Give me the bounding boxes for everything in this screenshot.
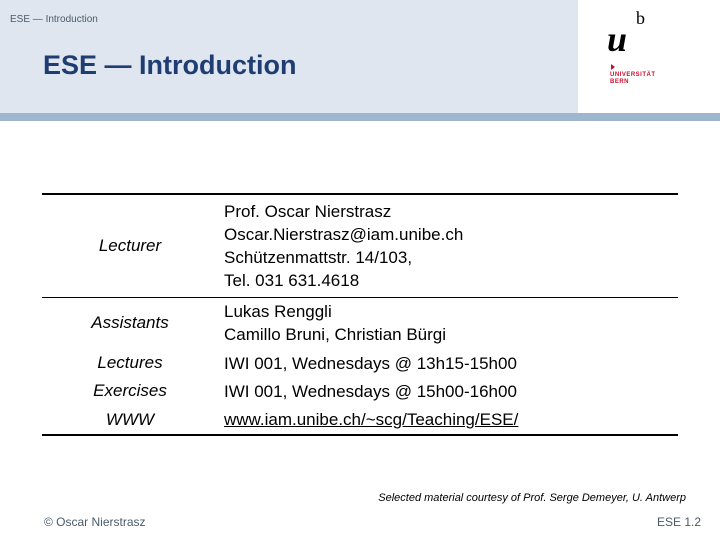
- table-row-lecturer: [42, 194, 678, 297]
- running-title: ESE — Introduction: [10, 14, 98, 25]
- lecturer-line: Prof. Oscar Nierstrasz: [224, 201, 392, 221]
- lectures-value: IWI 001, Wednesdays @ 13h15-15h00: [224, 353, 517, 373]
- course-info-table: [42, 193, 678, 436]
- lecturer-line: Schützenmattstr. 14/103,: [224, 247, 413, 267]
- www-label: WWW: [105, 409, 155, 429]
- assistants-line: Lukas Renggli: [224, 302, 332, 322]
- lecturer-line: Tel. 031 631.4618: [224, 270, 360, 290]
- page-title: ESE — Introduction: [43, 50, 297, 80]
- exercises-label: Exercises: [93, 381, 167, 400]
- lecturer-value: [218, 194, 678, 297]
- table-row-www: [42, 405, 678, 435]
- exercises-value: IWI 001, Wednesdays @ 15h00-16h00: [224, 381, 517, 401]
- logo-text: [610, 72, 656, 86]
- table-row-exercises: [42, 377, 678, 405]
- assistants-line: Camillo Bruni, Christian Bürgi: [224, 325, 447, 345]
- table-row-assistants: [42, 297, 678, 349]
- table-row-lectures: [42, 349, 678, 377]
- slide-number: ESE 1.2: [656, 515, 701, 529]
- courtesy-note: Selected material courtesy of Prof. Serge Demeyer, U. Antwerp: [378, 492, 686, 504]
- copyright: © Oscar Nierstrasz: [44, 515, 146, 529]
- logo-u: u: [607, 19, 628, 59]
- university-logo: [605, 8, 675, 98]
- lecturer-line: Oscar.Nierstrasz@iam.unibe.ch: [224, 224, 464, 244]
- assistants-value: [218, 297, 678, 349]
- assistants-label: Assistants: [91, 313, 169, 333]
- lectures-label: Lectures: [97, 353, 163, 372]
- header-rule: [0, 113, 720, 121]
- www-value: [218, 405, 678, 435]
- logo-line-1: UNIVERSITÄT: [610, 72, 656, 78]
- logo-arrow-icon: [610, 64, 616, 70]
- logo-b: b: [636, 8, 645, 28]
- lecturer-label: Lecturer: [42, 194, 218, 297]
- logo-line-2: BERN: [610, 79, 630, 85]
- www-link[interactable]: www.iam.unibe.ch/~scg/Teaching/ESE/: [224, 410, 519, 429]
